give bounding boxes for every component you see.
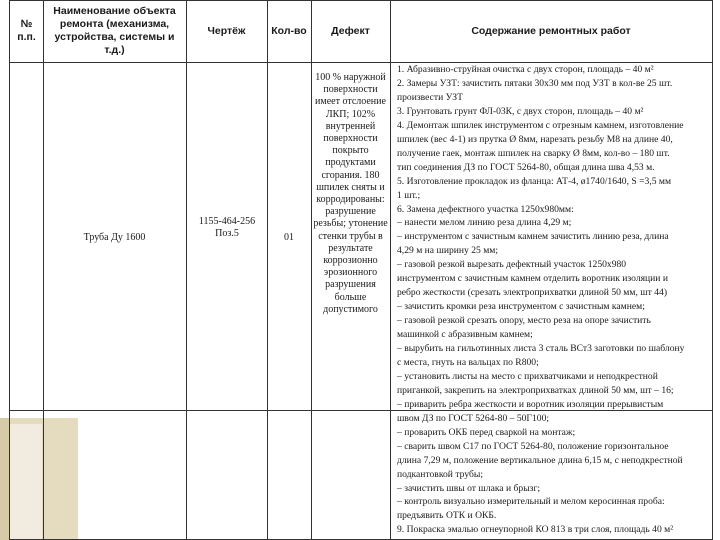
column-divider-5 bbox=[390, 0, 391, 540]
column-divider-3 bbox=[267, 0, 268, 540]
column-divider-2 bbox=[186, 0, 187, 540]
repair-line: длина 7,29 м, положение вертикальное длина 6,15 м, с неподкрестной bbox=[397, 454, 683, 466]
repair-line: машинкой с абразивным камнем; bbox=[397, 329, 533, 341]
repair-line: подкантовкой трубы; bbox=[397, 468, 483, 480]
header-divider bbox=[10, 62, 712, 63]
repair-line: – установить листы на место с прихватчиками и неподкрестной bbox=[397, 370, 658, 382]
repair-line: – газовой резкой срезать опору, место реза на опоре зачистить bbox=[397, 315, 651, 327]
repair-line: – проварить ОКБ перед сваркой на монтаж; bbox=[397, 426, 576, 438]
repair-line: 4. Демонтаж шпилек инструментом с отрезным камнем, изготовление bbox=[397, 119, 684, 131]
header-drawing: Чертёж bbox=[207, 24, 246, 37]
repair-line: – вырубить на гильотинных листа 3 сталь ВСт3 заготовки по шаблону bbox=[397, 343, 685, 354]
repair-line: швом ДЗ по ГОСТ 5264-80 – 50Г100; bbox=[397, 412, 550, 424]
repair-line: предъявить ОТК и ОКБ. bbox=[397, 510, 497, 522]
repair-line: произвести УЗТ bbox=[397, 91, 463, 103]
header-object-name: Наименование объекта ремонта (механизма, устройства, системы и т.д.) bbox=[53, 5, 176, 56]
repair-line: тип соединения ДЗ по ГОСТ 5264-80, общая длина шва 4,53 м. bbox=[397, 161, 655, 173]
repair-line: – контроль визуально измерительный и мелом керосинная проба: bbox=[397, 496, 665, 508]
header-defect: Дефект bbox=[331, 24, 370, 37]
repair-line: получение гаек, монтаж шпилек на сварку Ø 8мм, кол-во – 180 шт. bbox=[397, 147, 670, 159]
repair-line: с места, гнуть на вальцах по R800; bbox=[397, 356, 539, 368]
repair-table bbox=[9, 0, 713, 540]
repair-line: 9. Покраска эмалью огнеупорной КО 813 в три слоя, площадь 40 м² bbox=[397, 524, 674, 536]
repair-line: инструментом с зачистным камнем отделить воротник изоляции и bbox=[397, 273, 668, 285]
repair-line: – зачистить кромки реза инструментом с зачистным камнем; bbox=[397, 301, 645, 313]
repair-line: – приварить ребра жесткости и воротник изоляции прерывистым bbox=[397, 398, 664, 410]
repair-line: 2. Замеры УЗТ: зачистить пятаки 30х30 мм под УЗТ в кол-ве 25 шт. bbox=[397, 78, 673, 89]
header-num: № п.п. bbox=[17, 18, 36, 43]
header-quantity: Кол-во bbox=[271, 24, 307, 37]
repair-line: приганкой, закрепить на электроприхватках длиной 50 мм, шт – 16; bbox=[397, 384, 674, 396]
left-accent-strip bbox=[0, 418, 9, 540]
repair-line: – инструментом с зачистным камнем зачистить линию реза, длина bbox=[397, 231, 669, 243]
repair-line: 1 шт.; bbox=[397, 189, 421, 201]
cell-quantity: 01 bbox=[284, 232, 294, 243]
repair-line: – нанести мелом линию реза длина 4,29 м; bbox=[397, 217, 572, 229]
repair-line: 5. Изготовление прокладок из фланца: АТ-4, ø1740/1640, S =3,5 мм bbox=[397, 175, 672, 187]
repair-line: шпилек (вес 4-1) из прутка Ø 8мм, нарезать резьбу М8 на длине 40, bbox=[397, 133, 673, 145]
column-divider-1 bbox=[43, 0, 44, 540]
repair-line: – газовой резкой вырезать дефектный участок 1250х980 bbox=[397, 259, 627, 271]
repair-line: – сварить швом С17 по ГОСТ 5264-80, положение горизонтальное bbox=[397, 440, 669, 452]
repair-line: 3. Грунтовать грунт ФЛ-03К, с двух сторон, площадь – 40 м² bbox=[397, 105, 644, 117]
repair-line: ребро жесткости (срезать электроприхватки длиной 50 мм, шт 44) bbox=[397, 287, 668, 299]
repair-line: 1. Абразивно-струйная очистка с двух сторон, площадь – 40 м² bbox=[397, 64, 654, 75]
cell-defect: 100 % наружной поверхности имеет отслоение ЛКП; 102% внутренней поверхности покрыто продуктами сгорания. 180 шпилек сняты и корродированы: разрушение резьбы; утонение стенки трубы в результате коррозионно эрозионного разрушения больше допустимого bbox=[313, 72, 388, 315]
repair-line: 4,29 м на ширину 25 мм; bbox=[397, 245, 499, 257]
repair-line: – зачистить швы от шлака и брызг; bbox=[397, 482, 541, 494]
header-repair-content: Содержание ремонтных работ bbox=[471, 24, 631, 37]
repair-line: 6. Замена дефектного участка 1250х980мм: bbox=[397, 203, 574, 215]
cell-object: Труба Ду 1600 bbox=[83, 232, 146, 243]
cell-drawing: 1155-464-256 Поз.5 bbox=[198, 216, 256, 240]
